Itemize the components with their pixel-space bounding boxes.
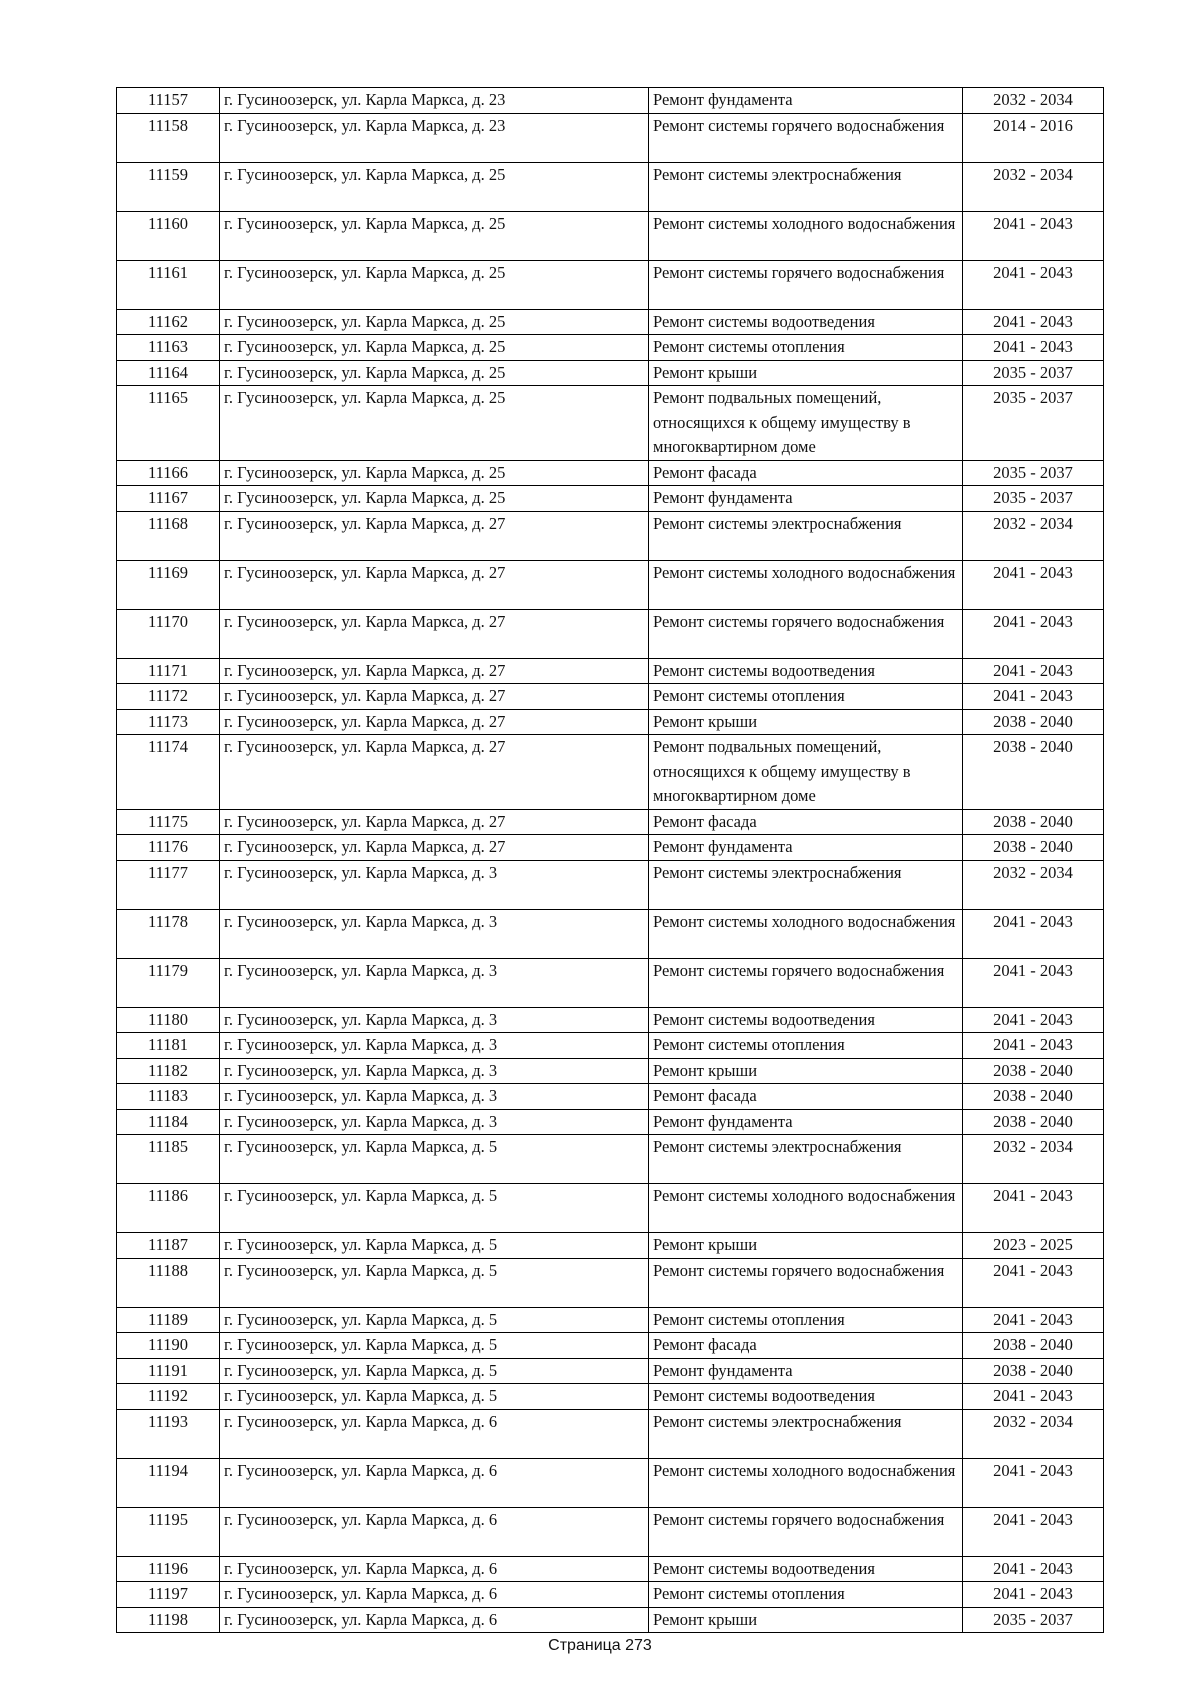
period-cell: 2038 - 2040 — [963, 735, 1104, 810]
table-row — [117, 735, 1104, 810]
address-cell: г. Гусиноозерск, ул. Карла Маркса, д. 25 — [220, 460, 649, 486]
table-row — [117, 260, 1104, 309]
period-cell: 2041 - 2043 — [963, 1184, 1104, 1233]
address-cell: г. Гусиноозерск, ул. Карла Маркса, д. 5 — [220, 1233, 649, 1259]
row-number-cell: 11178 — [117, 909, 220, 958]
address-cell: г. Гусиноозерск, ул. Карла Маркса, д. 25 — [220, 260, 649, 309]
table-row — [117, 835, 1104, 861]
period-cell: 2041 - 2043 — [963, 909, 1104, 958]
row-number-cell: 11167 — [117, 486, 220, 512]
address-cell: г. Гусиноозерск, ул. Карла Маркса, д. 25 — [220, 211, 649, 260]
table-row — [117, 88, 1104, 114]
address-cell: г. Гусиноозерск, ул. Карла Маркса, д. 5 — [220, 1184, 649, 1233]
work-type-cell: Ремонт системы горячего водоснабжения — [649, 1258, 963, 1307]
address-cell: г. Гусиноозерск, ул. Карла Маркса, д. 23 — [220, 113, 649, 162]
row-number-cell: 11191 — [117, 1358, 220, 1384]
work-type-cell: Ремонт системы электроснабжения — [649, 511, 963, 560]
table-row — [117, 162, 1104, 211]
address-cell: г. Гусиноозерск, ул. Карла Маркса, д. 5 — [220, 1135, 649, 1184]
table-row — [117, 860, 1104, 909]
work-type-cell: Ремонт крыши — [649, 1607, 963, 1633]
table-row — [117, 113, 1104, 162]
row-number-cell: 11174 — [117, 735, 220, 810]
period-cell: 2041 - 2043 — [963, 1458, 1104, 1507]
period-cell: 2041 - 2043 — [963, 309, 1104, 335]
table-row — [117, 460, 1104, 486]
address-cell: г. Гусиноозерск, ул. Карла Маркса, д. 3 — [220, 958, 649, 1007]
table-row — [117, 1333, 1104, 1359]
period-cell: 2041 - 2043 — [963, 260, 1104, 309]
address-cell: г. Гусиноозерск, ул. Карла Маркса, д. 25 — [220, 360, 649, 386]
table-row — [117, 1358, 1104, 1384]
period-cell: 2032 - 2034 — [963, 88, 1104, 114]
row-number-cell: 11181 — [117, 1033, 220, 1059]
work-type-cell: Ремонт крыши — [649, 1233, 963, 1259]
row-number-cell: 11164 — [117, 360, 220, 386]
address-cell: г. Гусиноозерск, ул. Карла Маркса, д. 3 — [220, 1033, 649, 1059]
row-number-cell: 11183 — [117, 1084, 220, 1110]
row-number-cell: 11193 — [117, 1409, 220, 1458]
table-row — [117, 1007, 1104, 1033]
work-type-cell: Ремонт системы электроснабжения — [649, 162, 963, 211]
period-cell: 2041 - 2043 — [963, 1258, 1104, 1307]
work-type-cell: Ремонт подвальных помещений, относящихся к общему имуществу в многоквартирном доме — [649, 386, 963, 461]
row-number-cell: 11159 — [117, 162, 220, 211]
work-type-cell: Ремонт крыши — [649, 1058, 963, 1084]
work-type-cell: Ремонт системы водоотведения — [649, 1556, 963, 1582]
period-cell: 2014 - 2016 — [963, 113, 1104, 162]
table-row — [117, 1307, 1104, 1333]
row-number-cell: 11170 — [117, 609, 220, 658]
row-number-cell: 11163 — [117, 335, 220, 361]
period-cell: 2041 - 2043 — [963, 684, 1104, 710]
address-cell: г. Гусиноозерск, ул. Карла Маркса, д. 5 — [220, 1358, 649, 1384]
address-cell: г. Гусиноозерск, ул. Карла Маркса, д. 6 — [220, 1458, 649, 1507]
address-cell: г. Гусиноозерск, ул. Карла Маркса, д. 5 — [220, 1258, 649, 1307]
work-type-cell: Ремонт системы горячего водоснабжения — [649, 609, 963, 658]
row-number-cell: 11158 — [117, 113, 220, 162]
table-row — [117, 560, 1104, 609]
row-number-cell: 11168 — [117, 511, 220, 560]
period-cell: 2041 - 2043 — [963, 335, 1104, 361]
address-cell: г. Гусиноозерск, ул. Карла Маркса, д. 25 — [220, 162, 649, 211]
period-cell: 2038 - 2040 — [963, 1358, 1104, 1384]
row-number-cell: 11189 — [117, 1307, 220, 1333]
row-number-cell: 11182 — [117, 1058, 220, 1084]
address-cell: г. Гусиноозерск, ул. Карла Маркса, д. 5 — [220, 1307, 649, 1333]
address-cell: г. Гусиноозерск, ул. Карла Маркса, д. 6 — [220, 1582, 649, 1608]
period-cell: 2041 - 2043 — [963, 609, 1104, 658]
row-number-cell: 11188 — [117, 1258, 220, 1307]
row-number-cell: 11180 — [117, 1007, 220, 1033]
work-type-cell: Ремонт системы холодного водоснабжения — [649, 211, 963, 260]
table-row — [117, 1458, 1104, 1507]
table-row — [117, 684, 1104, 710]
work-type-cell: Ремонт фундамента — [649, 1358, 963, 1384]
table-row — [117, 1058, 1104, 1084]
period-cell: 2041 - 2043 — [963, 1384, 1104, 1410]
address-cell: г. Гусиноозерск, ул. Карла Маркса, д. 25 — [220, 386, 649, 461]
row-number-cell: 11186 — [117, 1184, 220, 1233]
work-type-cell: Ремонт системы электроснабжения — [649, 1409, 963, 1458]
table-row — [117, 1507, 1104, 1556]
row-number-cell: 11157 — [117, 88, 220, 114]
table-row — [117, 486, 1104, 512]
table-body — [117, 88, 1104, 1633]
row-number-cell: 11196 — [117, 1556, 220, 1582]
table-row — [117, 1033, 1104, 1059]
table-row — [117, 1135, 1104, 1184]
period-cell: 2035 - 2037 — [963, 460, 1104, 486]
period-cell: 2032 - 2034 — [963, 1409, 1104, 1458]
period-cell: 2035 - 2037 — [963, 1607, 1104, 1633]
period-cell: 2041 - 2043 — [963, 1556, 1104, 1582]
row-number-cell: 11165 — [117, 386, 220, 461]
table-row — [117, 1556, 1104, 1582]
row-number-cell: 11185 — [117, 1135, 220, 1184]
period-cell: 2035 - 2037 — [963, 486, 1104, 512]
address-cell: г. Гусиноозерск, ул. Карла Маркса, д. 5 — [220, 1384, 649, 1410]
address-cell: г. Гусиноозерск, ул. Карла Маркса, д. 25 — [220, 486, 649, 512]
work-type-cell: Ремонт системы электроснабжения — [649, 860, 963, 909]
row-number-cell: 11177 — [117, 860, 220, 909]
work-type-cell: Ремонт крыши — [649, 360, 963, 386]
address-cell: г. Гусиноозерск, ул. Карла Маркса, д. 23 — [220, 88, 649, 114]
period-cell: 2041 - 2043 — [963, 1582, 1104, 1608]
address-cell: г. Гусиноозерск, ул. Карла Маркса, д. 3 — [220, 860, 649, 909]
table-row — [117, 909, 1104, 958]
table-row — [117, 1109, 1104, 1135]
address-cell: г. Гусиноозерск, ул. Карла Маркса, д. 3 — [220, 1109, 649, 1135]
row-number-cell: 11190 — [117, 1333, 220, 1359]
row-number-cell: 11175 — [117, 809, 220, 835]
row-number-cell: 11172 — [117, 684, 220, 710]
work-type-cell: Ремонт системы горячего водоснабжения — [649, 958, 963, 1007]
work-type-cell: Ремонт системы холодного водоснабжения — [649, 1458, 963, 1507]
period-cell: 2041 - 2043 — [963, 1307, 1104, 1333]
period-cell: 2035 - 2037 — [963, 386, 1104, 461]
address-cell: г. Гусиноозерск, ул. Карла Маркса, д. 6 — [220, 1409, 649, 1458]
address-cell: г. Гусиноозерск, ул. Карла Маркса, д. 27 — [220, 809, 649, 835]
table-row — [117, 1084, 1104, 1110]
table-row — [117, 511, 1104, 560]
period-cell: 2038 - 2040 — [963, 809, 1104, 835]
work-type-cell: Ремонт системы холодного водоснабжения — [649, 909, 963, 958]
address-cell: г. Гусиноозерск, ул. Карла Маркса, д. 6 — [220, 1507, 649, 1556]
address-cell: г. Гусиноозерск, ул. Карла Маркса, д. 3 — [220, 1007, 649, 1033]
table-row — [117, 609, 1104, 658]
row-number-cell: 11166 — [117, 460, 220, 486]
row-number-cell: 11198 — [117, 1607, 220, 1633]
period-cell: 2032 - 2034 — [963, 860, 1104, 909]
period-cell: 2038 - 2040 — [963, 835, 1104, 861]
period-cell: 2035 - 2037 — [963, 360, 1104, 386]
row-number-cell: 11179 — [117, 958, 220, 1007]
table-row — [117, 386, 1104, 461]
row-number-cell: 11161 — [117, 260, 220, 309]
table-row — [117, 958, 1104, 1007]
period-cell: 2041 - 2043 — [963, 958, 1104, 1007]
work-type-cell: Ремонт фундамента — [649, 486, 963, 512]
work-type-cell: Ремонт фундамента — [649, 88, 963, 114]
work-type-cell: Ремонт крыши — [649, 709, 963, 735]
address-cell: г. Гусиноозерск, ул. Карла Маркса, д. 27 — [220, 709, 649, 735]
table-row — [117, 1184, 1104, 1233]
work-type-cell: Ремонт системы горячего водоснабжения — [649, 1507, 963, 1556]
row-number-cell: 11171 — [117, 658, 220, 684]
period-cell: 2038 - 2040 — [963, 1084, 1104, 1110]
work-type-cell: Ремонт фасада — [649, 809, 963, 835]
address-cell: г. Гусиноозерск, ул. Карла Маркса, д. 27 — [220, 735, 649, 810]
address-cell: г. Гусиноозерск, ул. Карла Маркса, д. 3 — [220, 1058, 649, 1084]
period-cell: 2038 - 2040 — [963, 1109, 1104, 1135]
address-cell: г. Гусиноозерск, ул. Карла Маркса, д. 25 — [220, 309, 649, 335]
table-row — [117, 335, 1104, 361]
work-type-cell: Ремонт системы отопления — [649, 684, 963, 710]
period-cell: 2041 - 2043 — [963, 658, 1104, 684]
address-cell: г. Гусиноозерск, ул. Карла Маркса, д. 25 — [220, 335, 649, 361]
table-row — [117, 360, 1104, 386]
address-cell: г. Гусиноозерск, ул. Карла Маркса, д. 27 — [220, 658, 649, 684]
work-type-cell: Ремонт системы водоотведения — [649, 1384, 963, 1410]
row-number-cell: 11160 — [117, 211, 220, 260]
period-cell: 2032 - 2034 — [963, 162, 1104, 211]
table-row — [117, 211, 1104, 260]
row-number-cell: 11176 — [117, 835, 220, 861]
work-type-cell: Ремонт системы водоотведения — [649, 1007, 963, 1033]
work-type-cell: Ремонт системы водоотведения — [649, 658, 963, 684]
work-type-cell: Ремонт системы горячего водоснабжения — [649, 113, 963, 162]
address-cell: г. Гусиноозерск, ул. Карла Маркса, д. 27 — [220, 835, 649, 861]
work-type-cell: Ремонт системы холодного водоснабжения — [649, 560, 963, 609]
table-row — [117, 1384, 1104, 1410]
table-row — [117, 1233, 1104, 1259]
work-type-cell: Ремонт системы отопления — [649, 1033, 963, 1059]
period-cell: 2041 - 2043 — [963, 211, 1104, 260]
address-cell: г. Гусиноозерск, ул. Карла Маркса, д. 6 — [220, 1556, 649, 1582]
row-number-cell: 11197 — [117, 1582, 220, 1608]
work-type-cell: Ремонт системы отопления — [649, 335, 963, 361]
table-row — [117, 1409, 1104, 1458]
address-cell: г. Гусиноозерск, ул. Карла Маркса, д. 27 — [220, 684, 649, 710]
table-row — [117, 1582, 1104, 1608]
row-number-cell: 11169 — [117, 560, 220, 609]
work-type-cell: Ремонт фасада — [649, 460, 963, 486]
address-cell: г. Гусиноозерск, ул. Карла Маркса, д. 6 — [220, 1607, 649, 1633]
work-type-cell: Ремонт системы водоотведения — [649, 309, 963, 335]
table-row — [117, 309, 1104, 335]
period-cell: 2038 - 2040 — [963, 709, 1104, 735]
row-number-cell: 11184 — [117, 1109, 220, 1135]
row-number-cell: 11192 — [117, 1384, 220, 1410]
period-cell: 2041 - 2043 — [963, 1007, 1104, 1033]
period-cell: 2041 - 2043 — [963, 560, 1104, 609]
work-type-cell: Ремонт системы горячего водоснабжения — [649, 260, 963, 309]
table-row — [117, 1607, 1104, 1633]
period-cell: 2038 - 2040 — [963, 1058, 1104, 1084]
repair-schedule-table — [116, 87, 1104, 1633]
period-cell: 2038 - 2040 — [963, 1333, 1104, 1359]
row-number-cell: 11194 — [117, 1458, 220, 1507]
work-type-cell: Ремонт фасада — [649, 1084, 963, 1110]
work-type-cell: Ремонт подвальных помещений, относящихся к общему имуществу в многоквартирном доме — [649, 735, 963, 810]
row-number-cell: 11173 — [117, 709, 220, 735]
address-cell: г. Гусиноозерск, ул. Карла Маркса, д. 27 — [220, 609, 649, 658]
work-type-cell: Ремонт системы отопления — [649, 1582, 963, 1608]
row-number-cell: 11187 — [117, 1233, 220, 1259]
period-cell: 2032 - 2034 — [963, 511, 1104, 560]
page-number: Страница 273 — [548, 1637, 652, 1654]
row-number-cell: 11162 — [117, 309, 220, 335]
work-type-cell: Ремонт системы электроснабжения — [649, 1135, 963, 1184]
table-row — [117, 658, 1104, 684]
work-type-cell: Ремонт фундамента — [649, 835, 963, 861]
table-row — [117, 709, 1104, 735]
period-cell: 2032 - 2034 — [963, 1135, 1104, 1184]
address-cell: г. Гусиноозерск, ул. Карла Маркса, д. 27 — [220, 511, 649, 560]
address-cell: г. Гусиноозерск, ул. Карла Маркса, д. 27 — [220, 560, 649, 609]
address-cell: г. Гусиноозерск, ул. Карла Маркса, д. 3 — [220, 909, 649, 958]
table-row — [117, 1258, 1104, 1307]
work-type-cell: Ремонт системы холодного водоснабжения — [649, 1184, 963, 1233]
period-cell: 2041 - 2043 — [963, 1507, 1104, 1556]
work-type-cell: Ремонт системы отопления — [649, 1307, 963, 1333]
period-cell: 2041 - 2043 — [963, 1033, 1104, 1059]
work-type-cell: Ремонт фасада — [649, 1333, 963, 1359]
address-cell: г. Гусиноозерск, ул. Карла Маркса, д. 5 — [220, 1333, 649, 1359]
work-type-cell: Ремонт фундамента — [649, 1109, 963, 1135]
period-cell: 2023 - 2025 — [963, 1233, 1104, 1259]
row-number-cell: 11195 — [117, 1507, 220, 1556]
table-row — [117, 809, 1104, 835]
address-cell: г. Гусиноозерск, ул. Карла Маркса, д. 3 — [220, 1084, 649, 1110]
